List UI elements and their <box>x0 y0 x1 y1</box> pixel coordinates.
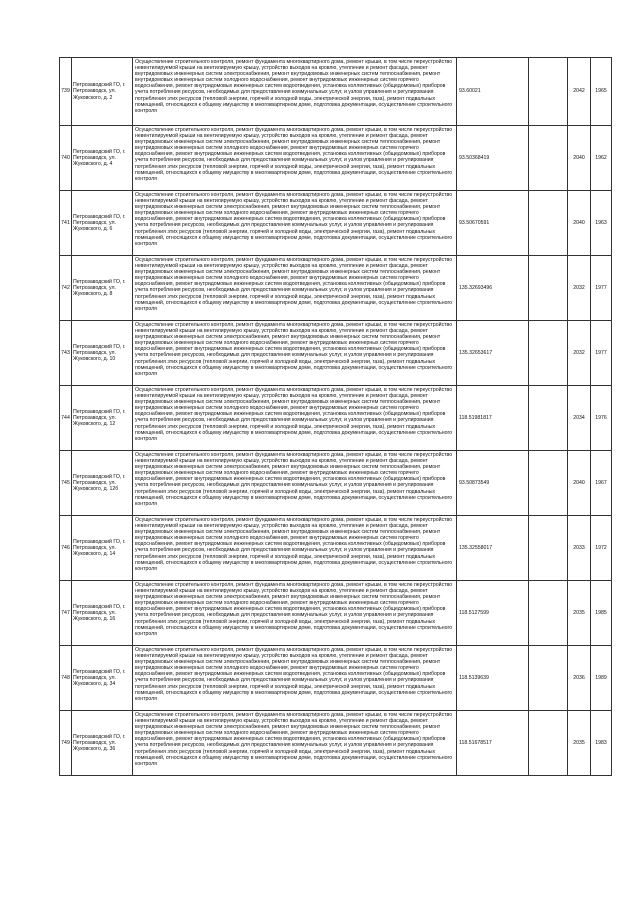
build-year-cell: 1977 <box>591 256 612 321</box>
address-line: Петрозаводский ГО, г. <box>73 148 126 155</box>
address-line: Петрозаводск, ул. <box>73 414 116 421</box>
planned-year-cell: 2032 <box>568 256 591 321</box>
planned-year-cell: 2032 <box>568 321 591 386</box>
address-line: Жуковского, д. 6 <box>73 226 113 233</box>
address-line: Жуковского, д. 36 <box>73 746 116 753</box>
address-line: Петрозаводский ГО, г. <box>73 82 126 89</box>
empty-cell <box>529 646 568 711</box>
address-line: Жуковского, д. 8 <box>73 291 113 298</box>
row-number-cell: 744 <box>60 386 72 451</box>
row-number-cell: 747 <box>60 581 72 646</box>
planned-year-cell: 2035 <box>568 581 591 646</box>
cost-cell: 135.32693496 <box>457 256 529 321</box>
address-cell <box>72 126 133 191</box>
table-row <box>60 451 612 516</box>
address-line: Жуковского, д. 34 <box>73 681 116 688</box>
address-line: Петрозаводск, ул. <box>73 544 116 551</box>
address-line: Жуковского, д. 4 <box>73 161 113 168</box>
works-description-cell: Осуществление строительного контроля, ремонт фундамента многоквартирного дома, ремонт крыши, в том числе переустройство невентилируемой крыши на вентилируемую крышу, устройство выходов на кровлю, утепление и ремонт фасада, ремонт внутридомовых инженерных систем электроснабжения, ремонт внутридомовых инженерных систем теплоснабжения, ремонт внутридомовых инженерных систем холодного водоснабжения, ремонт внутридомовых инженерных систем горячего водоснабжения, ремонт внутридомовых инженерных систем водоотведения, установка коллективных (общедомовых) приборов учета потребления ресурсов, необходимых для предоставления коммунальных услуг, и узлов управления и регулирования потребления этих ресурсов (тепловой энергии, горячей и холодной воды, электрической энергии, газа), ремонт подвальных помещений, относящихся к общему имуществу в многоквартирном доме, подготовка документации, осуществление строительного контроля <box>133 58 457 126</box>
address-line: Петрозаводский ГО, г. <box>73 343 126 350</box>
address-line: Петрозаводск, ул. <box>73 739 116 746</box>
empty-cell <box>529 321 568 386</box>
empty-cell <box>529 256 568 321</box>
build-year-cell: 1977 <box>591 321 612 386</box>
address-cell <box>72 516 133 581</box>
planned-year-cell: 2034 <box>568 386 591 451</box>
address-line: Жуковского, д. 10 <box>73 356 116 363</box>
address-cell <box>72 646 133 711</box>
address-cell <box>72 58 133 126</box>
cost-cell: 93.50873549 <box>457 451 529 516</box>
planned-year-cell: 2040 <box>568 126 591 191</box>
address-cell <box>72 451 133 516</box>
address-line: Жуковского, д. 16 <box>73 616 116 623</box>
cost-cell: 135.32653617 <box>457 321 529 386</box>
row-number-cell: 739 <box>60 58 72 126</box>
empty-cell <box>529 126 568 191</box>
cost-cell: 118.51981817 <box>457 386 529 451</box>
cost-cell: 118.51678517 <box>457 711 529 776</box>
works-description-cell: Осуществление строительного контроля, ремонт фундамента многоквартирного дома, ремонт крыши, в том числе переустройство невентилируемой крыши на вентилируемую крышу, устройство выходов на кровлю, утепление и ремонт фасада, ремонт внутридомовых инженерных систем электроснабжения, ремонт внутридомовых инженерных систем теплоснабжения, ремонт внутридомовых инженерных систем холодного водоснабжения, ремонт внутридомовых инженерных систем горячего водоснабжения, ремонт внутридомовых инженерных систем водоотведения, установка коллективных (общедомовых) приборов учета потребления ресурсов, необходимых для предоставления коммунальных услуг, и узлов управления и регулирования потребления этих ресурсов (тепловой энергии, горячей и холодной воды, электрической энергии, газа), ремонт подвальных помещений, относящихся к общему имуществу в многоквартирном доме, подготовка документации, осуществление строительного контроля <box>133 386 457 451</box>
address-line: Петрозаводский ГО, г. <box>73 733 126 740</box>
empty-cell <box>529 581 568 646</box>
table-row <box>60 58 612 126</box>
build-year-cell: 1962 <box>591 126 612 191</box>
works-description-cell: Осуществление строительного контроля, ремонт фундамента многоквартирного дома, ремонт крыши, в том числе переустройство невентилируемой крыши на вентилируемую крышу, устройство выходов на кровлю, утепление и ремонт фасада, ремонт внутридомовых инженерных систем электроснабжения, ремонт внутридомовых инженерных систем теплоснабжения, ремонт внутридомовых инженерных систем холодного водоснабжения, ремонт внутридомовых инженерных систем горячего водоснабжения, ремонт внутридомовых инженерных систем водоотведения, установка коллективных (общедомовых) приборов учета потребления ресурсов, необходимых для предоставления коммунальных услуг, и узлов управления и регулирования потребления этих ресурсов (тепловой энергии, горячей и холодной воды, электрической энергии, газа), ремонт подвальных помещений, относящихся к общему имуществу в многоквартирном доме, подготовка документации, осуществление строительного контроля <box>133 646 457 711</box>
planned-year-cell: 2042 <box>568 58 591 126</box>
works-description-cell: Осуществление строительного контроля, ремонт фундамента многоквартирного дома, ремонт крыши, в том числе переустройство невентилируемой крыши на вентилируемую крышу, устройство выходов на кровлю, утепление и ремонт фасада, ремонт внутридомовых инженерных систем электроснабжения, ремонт внутридомовых инженерных систем теплоснабжения, ремонт внутридомовых инженерных систем холодного водоснабжения, ремонт внутридомовых инженерных систем горячего водоснабжения, ремонт внутридомовых инженерных систем водоотведения, установка коллективных (общедомовых) приборов учета потребления ресурсов, необходимых для предоставления коммунальных услуг, и узлов управления и регулирования потребления этих ресурсов (тепловой энергии, горячей и холодной воды, электрической энергии, газа), ремонт подвальных помещений, относящихся к общему имуществу в многоквартирном доме, подготовка документации, осуществление строительного контроля <box>133 711 457 776</box>
table-row <box>60 646 612 711</box>
address-cell <box>72 256 133 321</box>
works-description-cell: Осуществление строительного контроля, ремонт фундамента многоквартирного дома, ремонт крыши, в том числе переустройство невентилируемой крыши на вентилируемую крышу, устройство выходов на кровлю, утепление и ремонт фасада, ремонт внутридомовых инженерных систем электроснабжения, ремонт внутридомовых инженерных систем теплоснабжения, ремонт внутридомовых инженерных систем холодного водоснабжения, ремонт внутридомовых инженерных систем горячего водоснабжения, ремонт внутридомовых инженерных систем водоотведения, установка коллективных (общедомовых) приборов учета потребления ресурсов, необходимых для предоставления коммунальных услуг, и узлов управления и регулирования потребления этих ресурсов (тепловой энергии, горячей и холодной воды, электрической энергии, газа), ремонт подвальных помещений, относящихся к общему имуществу в многоквартирном доме, подготовка документации, осуществление строительного контроля <box>133 256 457 321</box>
build-year-cell: 1985 <box>591 581 612 646</box>
works-description-cell: Осуществление строительного контроля, ремонт фундамента многоквартирного дома, ремонт крыши, в том числе переустройство невентилируемой крыши на вентилируемую крышу, устройство выходов на кровлю, утепление и ремонт фасада, ремонт внутридомовых инженерных систем электроснабжения, ремонт внутридомовых инженерных систем теплоснабжения, ремонт внутридомовых инженерных систем холодного водоснабжения, ремонт внутридомовых инженерных систем горячего водоснабжения, ремонт внутридомовых инженерных систем водоотведения, установка коллективных (общедомовых) приборов учета потребления ресурсов, необходимых для предоставления коммунальных услуг, и узлов управления и регулирования потребления этих ресурсов (тепловой энергии, горячей и холодной воды, электрической энергии, газа), ремонт подвальных помещений, относящихся к общему имуществу в многоквартирном доме, подготовка документации, осуществление строительного контроля <box>133 321 457 386</box>
build-year-cell: 1976 <box>591 386 612 451</box>
build-year-cell: 1963 <box>591 191 612 256</box>
planned-year-cell: 2040 <box>568 191 591 256</box>
address-line: Петрозаводск, ул. <box>73 674 116 681</box>
cost-cell: 118.5139639 <box>457 646 529 711</box>
address-line: Жуковского, д. 12 <box>73 421 116 428</box>
address-line: Петрозаводск, ул. <box>73 88 116 95</box>
table-row <box>60 191 612 256</box>
works-description-cell: Осуществление строительного контроля, ремонт фундамента многоквартирного дома, ремонт крыши, в том числе переустройство невентилируемой крыши на вентилируемую крышу, устройство выходов на кровлю, утепление и ремонт фасада, ремонт внутридомовых инженерных систем электроснабжения, ремонт внутридомовых инженерных систем теплоснабжения, ремонт внутридомовых инженерных систем холодного водоснабжения, ремонт внутридомовых инженерных систем горячего водоснабжения, ремонт внутридомовых инженерных систем водоотведения, установка коллективных (общедомовых) приборов учета потребления ресурсов, необходимых для предоставления коммунальных услуг, и узлов управления и регулирования потребления этих ресурсов (тепловой энергии, горячей и холодной воды, электрической энергии, газа), ремонт подвальных помещений, относящихся к общему имуществу в многоквартирном доме, подготовка документации, осуществление строительного контроля <box>133 191 457 256</box>
address-line: Петрозаводский ГО, г. <box>73 278 126 285</box>
empty-cell <box>529 58 568 126</box>
address-line: Жуковского, д. 14 <box>73 551 116 558</box>
cost-cell: 93.50670591 <box>457 191 529 256</box>
table-row <box>60 516 612 581</box>
row-number-cell: 743 <box>60 321 72 386</box>
address-line: Петрозаводский ГО, г. <box>73 408 126 415</box>
row-number-cell: 749 <box>60 711 72 776</box>
planned-year-cell: 2036 <box>568 646 591 711</box>
works-description-cell: Осуществление строительного контроля, ремонт фундамента многоквартирного дома, ремонт крыши, в том числе переустройство невентилируемой крыши на вентилируемую крышу, устройство выходов на кровлю, утепление и ремонт фасада, ремонт внутридомовых инженерных систем электроснабжения, ремонт внутридомовых инженерных систем теплоснабжения, ремонт внутридомовых инженерных систем холодного водоснабжения, ремонт внутридомовых инженерных систем горячего водоснабжения, ремонт внутридомовых инженерных систем водоотведения, установка коллективных (общедомовых) приборов учета потребления ресурсов, необходимых для предоставления коммунальных услуг, и узлов управления и регулирования потребления этих ресурсов (тепловой энергии, горячей и холодной воды, электрической энергии, газа), ремонт подвальных помещений, относящихся к общему имуществу в многоквартирном доме, подготовка документации, осуществление строительного контроля <box>133 451 457 516</box>
address-line: Жуковского, д. 12б <box>73 486 119 493</box>
address-cell <box>72 386 133 451</box>
cost-cell: 135.32558017 <box>457 516 529 581</box>
address-line: Петрозаводск, ул. <box>73 154 116 161</box>
works-description-cell: Осуществление строительного контроля, ремонт фундамента многоквартирного дома, ремонт крыши, в том числе переустройство невентилируемой крыши на вентилируемую крышу, устройство выходов на кровлю, утепление и ремонт фасада, ремонт внутридомовых инженерных систем электроснабжения, ремонт внутридомовых инженерных систем теплоснабжения, ремонт внутридомовых инженерных систем холодного водоснабжения, ремонт внутридомовых инженерных систем горячего водоснабжения, ремонт внутридомовых инженерных систем водоотведения, установка коллективных (общедомовых) приборов учета потребления ресурсов, необходимых для предоставления коммунальных услуг, и узлов управления и регулирования потребления этих ресурсов (тепловой энергии, горячей и холодной воды, электрической энергии, газа), ремонт подвальных помещений, относящихся к общему имуществу в многоквартирном доме, подготовка документации, осуществление строительного контроля <box>133 516 457 581</box>
empty-cell <box>529 191 568 256</box>
address-cell <box>72 581 133 646</box>
planned-year-cell: 2033 <box>568 516 591 581</box>
address-line: Петрозаводский ГО, г. <box>73 668 126 675</box>
address-line: Петрозаводск, ул. <box>73 349 116 356</box>
empty-cell <box>529 386 568 451</box>
build-year-cell: 1972 <box>591 516 612 581</box>
row-number-cell: 748 <box>60 646 72 711</box>
works-table <box>59 57 612 776</box>
address-line: Петрозаводск, ул. <box>73 609 116 616</box>
address-cell <box>72 321 133 386</box>
address-line: Петрозаводский ГО, г. <box>73 603 126 610</box>
address-line: Петрозаводск, ул. <box>73 479 116 486</box>
empty-cell <box>529 516 568 581</box>
row-number-cell: 746 <box>60 516 72 581</box>
address-line: Петрозаводск, ул. <box>73 284 116 291</box>
row-number-cell: 740 <box>60 126 72 191</box>
address-cell <box>72 191 133 256</box>
works-table-page <box>59 57 611 776</box>
empty-cell <box>529 711 568 776</box>
build-year-cell: 1989 <box>591 646 612 711</box>
build-year-cell: 1983 <box>591 711 612 776</box>
table-row <box>60 386 612 451</box>
row-number-cell: 741 <box>60 191 72 256</box>
address-line: Жуковского, д. 2 <box>73 94 113 101</box>
address-line: Петрозаводск, ул. <box>73 219 116 226</box>
cost-cell: 93.50368419 <box>457 126 529 191</box>
build-year-cell: 1967 <box>591 451 612 516</box>
planned-year-cell: 2035 <box>568 711 591 776</box>
planned-year-cell: 2040 <box>568 451 591 516</box>
address-line: Петрозаводский ГО, г. <box>73 213 126 220</box>
address-line: Петрозаводский ГО, г. <box>73 538 126 545</box>
cost-cell: 93.60021 <box>457 58 529 126</box>
table-body <box>60 58 612 776</box>
works-description-cell: Осуществление строительного контроля, ремонт фундамента многоквартирного дома, ремонт крыши, в том числе переустройство невентилируемой крыши на вентилируемую крышу, устройство выходов на кровлю, утепление и ремонт фасада, ремонт внутридомовых инженерных систем электроснабжения, ремонт внутридомовых инженерных систем теплоснабжения, ремонт внутридомовых инженерных систем холодного водоснабжения, ремонт внутридомовых инженерных систем горячего водоснабжения, ремонт внутридомовых инженерных систем водоотведения, установка коллективных (общедомовых) приборов учета потребления ресурсов, необходимых для предоставления коммунальных услуг, и узлов управления и регулирования потребления этих ресурсов (тепловой энергии, горячей и холодной воды, электрической энергии, газа), ремонт подвальных помещений, относящихся к общему имуществу в многоквартирном доме, подготовка документации, осуществление строительного контроля <box>133 126 457 191</box>
works-description-cell: Осуществление строительного контроля, ремонт фундамента многоквартирного дома, ремонт крыши, в том числе переустройство невентилируемой крыши на вентилируемую крышу, устройство выходов на кровлю, утепление и ремонт фасада, ремонт внутридомовых инженерных систем электроснабжения, ремонт внутридомовых инженерных систем теплоснабжения, ремонт внутридомовых инженерных систем холодного водоснабжения, ремонт внутридомовых инженерных систем горячего водоснабжения, ремонт внутридомовых инженерных систем водоотведения, установка коллективных (общедомовых) приборов учета потребления ресурсов, необходимых для предоставления коммунальных услуг, и узлов управления и регулирования потребления этих ресурсов (тепловой энергии, горячей и холодной воды, электрической энергии, газа), ремонт подвальных помещений, относящихся к общему имуществу в многоквартирном доме, подготовка документации, осуществление строительного контроля <box>133 581 457 646</box>
table-row <box>60 321 612 386</box>
address-cell <box>72 711 133 776</box>
table-row <box>60 711 612 776</box>
empty-cell <box>529 451 568 516</box>
row-number-cell: 745 <box>60 451 72 516</box>
address-line: Петрозаводский ГО, г. <box>73 473 126 480</box>
table-row <box>60 256 612 321</box>
table-row <box>60 126 612 191</box>
cost-cell: 118.5127599 <box>457 581 529 646</box>
row-number-cell: 742 <box>60 256 72 321</box>
build-year-cell: 1965 <box>591 58 612 126</box>
table-row <box>60 581 612 646</box>
